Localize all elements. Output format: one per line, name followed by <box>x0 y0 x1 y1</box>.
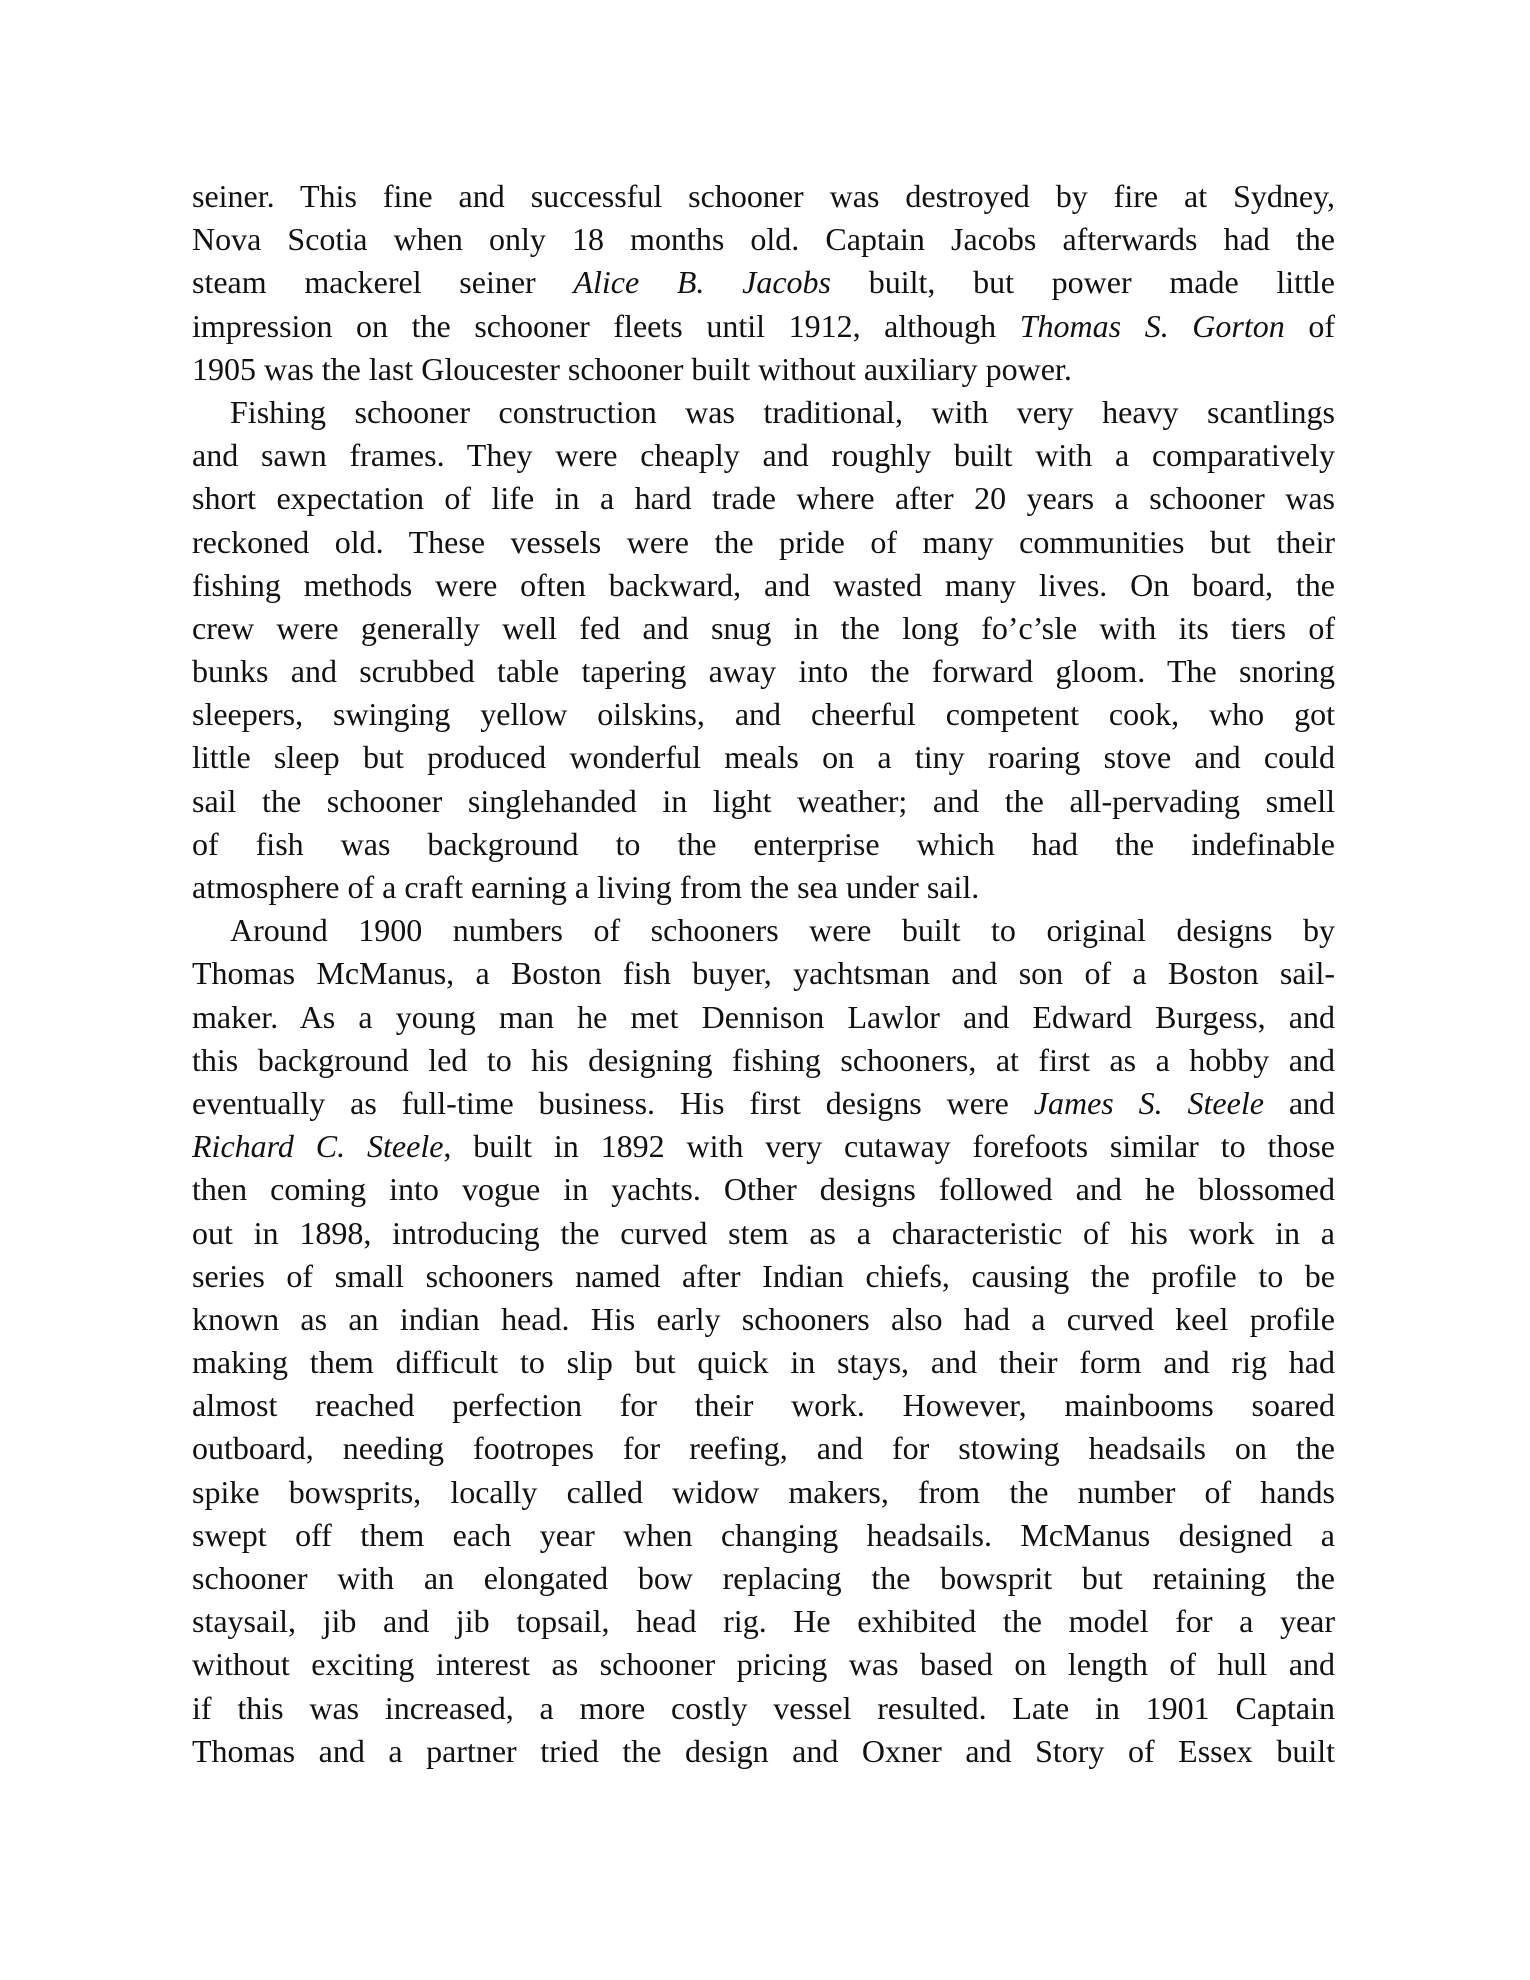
text-segment: atmosphere of a craft earning a living from the sea under sail. <box>192 869 980 905</box>
text-line <box>192 521 1335 564</box>
text-segment: seiner. This fine and successful schooner was destroyed by fire at Sydney, <box>192 178 1335 214</box>
text-segment: and <box>1263 1084 1336 1121</box>
text-line <box>192 1168 1335 1211</box>
text-segment: reckoned old. These vessels were the pride of many communities but their <box>192 523 1335 560</box>
text-segment: maker. As a young man he met Dennison Lawlor and Edward Burgess, and <box>192 998 1335 1035</box>
text-line <box>192 261 1335 304</box>
text-line <box>192 823 1335 866</box>
text-line <box>192 909 1335 952</box>
text-segment: schooner with an elongated bow replacing the bowsprit but retaining the <box>192 1560 1335 1596</box>
text-line <box>192 1212 1335 1255</box>
text-segment: Fishing schooner construction was traditional, with very heavy scantlings <box>230 393 1335 430</box>
text-line <box>192 1125 1335 1168</box>
text-segment: without exciting interest as schooner pricing was based on length of hull and <box>192 1646 1335 1683</box>
text-segment: built, but power made little <box>830 264 1336 301</box>
italic-vessel-name: Richard C. Steele <box>192 1128 444 1165</box>
text-line <box>192 952 1335 995</box>
italic-vessel-name: Alice B. Jacobs <box>573 264 831 301</box>
text-segment: and sawn frames. They were cheaply and roughly built with a comparatively <box>192 437 1335 474</box>
text-line <box>192 1039 1335 1082</box>
text-segment: Nova Scotia when only 18 months old. Captain Jacobs afterwards had the <box>192 221 1335 258</box>
paragraph <box>192 909 1335 1773</box>
text-line <box>192 434 1335 477</box>
text-line <box>192 218 1335 261</box>
text-segment: spike bowsprits, locally called widow makers, from the number of hands <box>192 1473 1335 1510</box>
text-line <box>192 305 1335 348</box>
text-segment: bunks and scrubbed table tapering away into the forward gloom. The snoring <box>192 653 1335 690</box>
text-line <box>192 564 1335 607</box>
paragraph <box>192 391 1335 909</box>
text-line <box>192 607 1335 650</box>
text-line <box>192 693 1335 736</box>
text-segment: steam mackerel seiner <box>192 264 574 301</box>
text-segment: crew were generally well fed and snug in the long fo’c’sle with its tiers of <box>192 609 1335 646</box>
text-line <box>192 1514 1335 1557</box>
text-line <box>192 348 1335 391</box>
text-line <box>192 391 1335 434</box>
text-line <box>192 1643 1335 1686</box>
text-line <box>192 477 1335 520</box>
text-segment: little sleep but produced wonderful meals on a tiny roaring stove and could <box>192 739 1335 776</box>
text-line <box>192 996 1335 1039</box>
text-line <box>192 866 1335 909</box>
text-line <box>192 780 1335 823</box>
text-segment: Around 1900 numbers of schooners were built to original designs by <box>230 912 1335 949</box>
text-line <box>192 1427 1335 1470</box>
text-line <box>192 650 1335 693</box>
text-segment: staysail, jib and jib topsail, head rig. He exhibited the model for a year <box>192 1603 1335 1640</box>
text-line <box>192 1298 1335 1341</box>
text-line <box>192 1600 1335 1643</box>
text-line <box>192 1687 1335 1730</box>
text-line <box>192 1384 1335 1427</box>
text-segment: series of small schooners named after Indian chiefs, causing the profile to be <box>192 1257 1335 1294</box>
text-line <box>192 1082 1335 1125</box>
text-line <box>192 1471 1335 1514</box>
text-segment: , built in 1892 with very cutaway forefoots similar to those <box>443 1128 1336 1165</box>
text-segment: if this was increased, a more costly vessel resulted. Late in 1901 Captain <box>192 1689 1335 1726</box>
text-line <box>192 175 1335 218</box>
text-segment: fishing methods were often backward, and wasted many lives. On board, the <box>192 566 1335 603</box>
text-segment: short expectation of life in a hard trade where after 20 years a schooner was <box>192 480 1335 517</box>
text-segment: impression on the schooner fleets until 1912, although <box>192 307 1020 344</box>
text-segment: of fish was background to the enterprise which had the indefinable <box>192 825 1335 862</box>
text-segment: swept off them each year when changing headsails. McManus designed a <box>192 1516 1335 1553</box>
body-text <box>192 175 1335 1773</box>
text-line <box>192 1557 1335 1600</box>
text-segment: Thomas McManus, a Boston fish buyer, yachtsman and son of a Boston sail- <box>192 955 1335 992</box>
text-segment: making them difficult to slip but quick in stays, and their form and rig had <box>192 1344 1335 1381</box>
text-segment: then coming into vogue in yachts. Other designs followed and he blossomed <box>192 1171 1335 1208</box>
text-segment: sleepers, swinging yellow oilskins, and cheerful competent cook, who got <box>192 696 1335 733</box>
italic-vessel-name: Thomas S. Gorton <box>1019 307 1285 344</box>
text-segment: outboard, needing footropes for reefing, and for stowing headsails on the <box>192 1430 1335 1467</box>
text-segment: Thomas and a partner tried the design and Oxner and Story of Essex built <box>192 1732 1335 1769</box>
paragraph <box>192 175 1335 391</box>
text-segment: almost reached perfection for their work. However, mainbooms soared <box>192 1387 1335 1424</box>
text-segment: out in 1898, introducing the curved stem as a characteristic of his work in a <box>192 1214 1335 1251</box>
text-line <box>192 1341 1335 1384</box>
text-line <box>192 1255 1335 1298</box>
text-segment: of <box>1284 307 1335 344</box>
text-segment: this background led to his designing fishing schooners, at first as a hobby and <box>192 1041 1335 1078</box>
text-line <box>192 1730 1335 1773</box>
text-segment: known as an indian head. His early schooners also had a curved keel profile <box>192 1300 1335 1337</box>
text-segment: eventually as full-time business. His first designs were <box>192 1084 1034 1121</box>
text-segment: sail the schooner singlehanded in light weather; and the all-pervading smell <box>192 782 1335 819</box>
italic-vessel-name: James S. Steele <box>1033 1084 1264 1121</box>
text-segment: 1905 was the last Gloucester schooner built without auxiliary power. <box>192 350 1072 387</box>
text-line <box>192 736 1335 779</box>
